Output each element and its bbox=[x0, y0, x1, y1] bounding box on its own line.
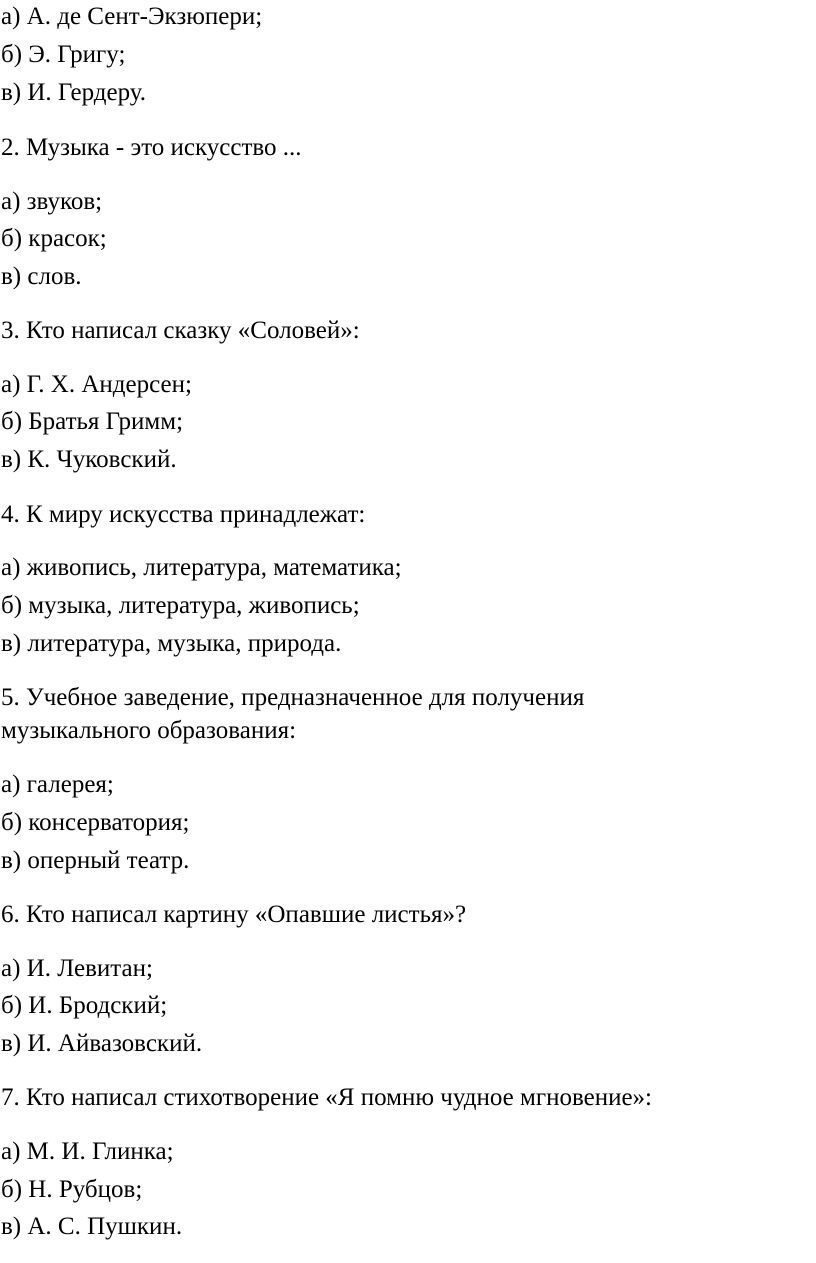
question-7-text: 7. Кто написал стихотворение «Я помню чудное мгновение»: bbox=[1, 1084, 653, 1111]
question-2-option-b: б) красок; bbox=[1, 225, 107, 252]
question-5-option-b: б) консерватория; bbox=[1, 809, 190, 836]
question-5-option-c: в) оперный театр. bbox=[1, 847, 190, 874]
question-7-option-b: б) Н. Рубцов; bbox=[1, 1176, 143, 1203]
intro-option-c: в) И. Гердеру. bbox=[1, 79, 146, 106]
question-6-text: 6. Кто написал картину «Опавшие листья»? bbox=[1, 901, 467, 928]
question-2-option-c: в) слов. bbox=[1, 263, 82, 290]
question-4-text: 4. К миру искусства принадлежат: bbox=[1, 501, 366, 528]
question-7-option-c: в) А. С. Пушкин. bbox=[1, 1213, 183, 1240]
question-7-option-a: а) М. И. Глинка; bbox=[1, 1138, 174, 1165]
question-4-option-a: а) живопись, литература, математика; bbox=[1, 554, 402, 581]
question-4-option-b: б) музыка, литература, живопись; bbox=[1, 592, 360, 619]
question-3-option-c: в) К. Чуковский. bbox=[1, 446, 177, 473]
intro-option-b: б) Э. Григу; bbox=[1, 41, 126, 68]
question-5-text-line1: 5. Учебное заведение, предназначенное для получения bbox=[1, 684, 585, 711]
intro-option-a: а) А. де Сент-Экзюпери; bbox=[1, 3, 263, 30]
question-2-option-a: а) звуков; bbox=[1, 188, 103, 215]
question-3-option-a: а) Г. Х. Андерсен; bbox=[1, 371, 192, 398]
question-2-text: 2. Музыка - это искусство ... bbox=[1, 134, 302, 161]
question-5-option-a: а) галерея; bbox=[1, 771, 114, 798]
question-6-option-b: б) И. Бродский; bbox=[1, 992, 168, 1019]
question-6-option-c: в) И. Айвазовский. bbox=[1, 1030, 203, 1057]
question-4-option-c: в) литература, музыка, природа. bbox=[1, 630, 342, 657]
question-3-text: 3. Кто написал сказку «Соловей»: bbox=[1, 317, 360, 344]
question-5-text-line2: музыкального образования: bbox=[1, 717, 297, 744]
question-6-option-a: а) И. Левитан; bbox=[1, 955, 153, 982]
question-3-option-b: б) Братья Гримм; bbox=[1, 408, 184, 435]
